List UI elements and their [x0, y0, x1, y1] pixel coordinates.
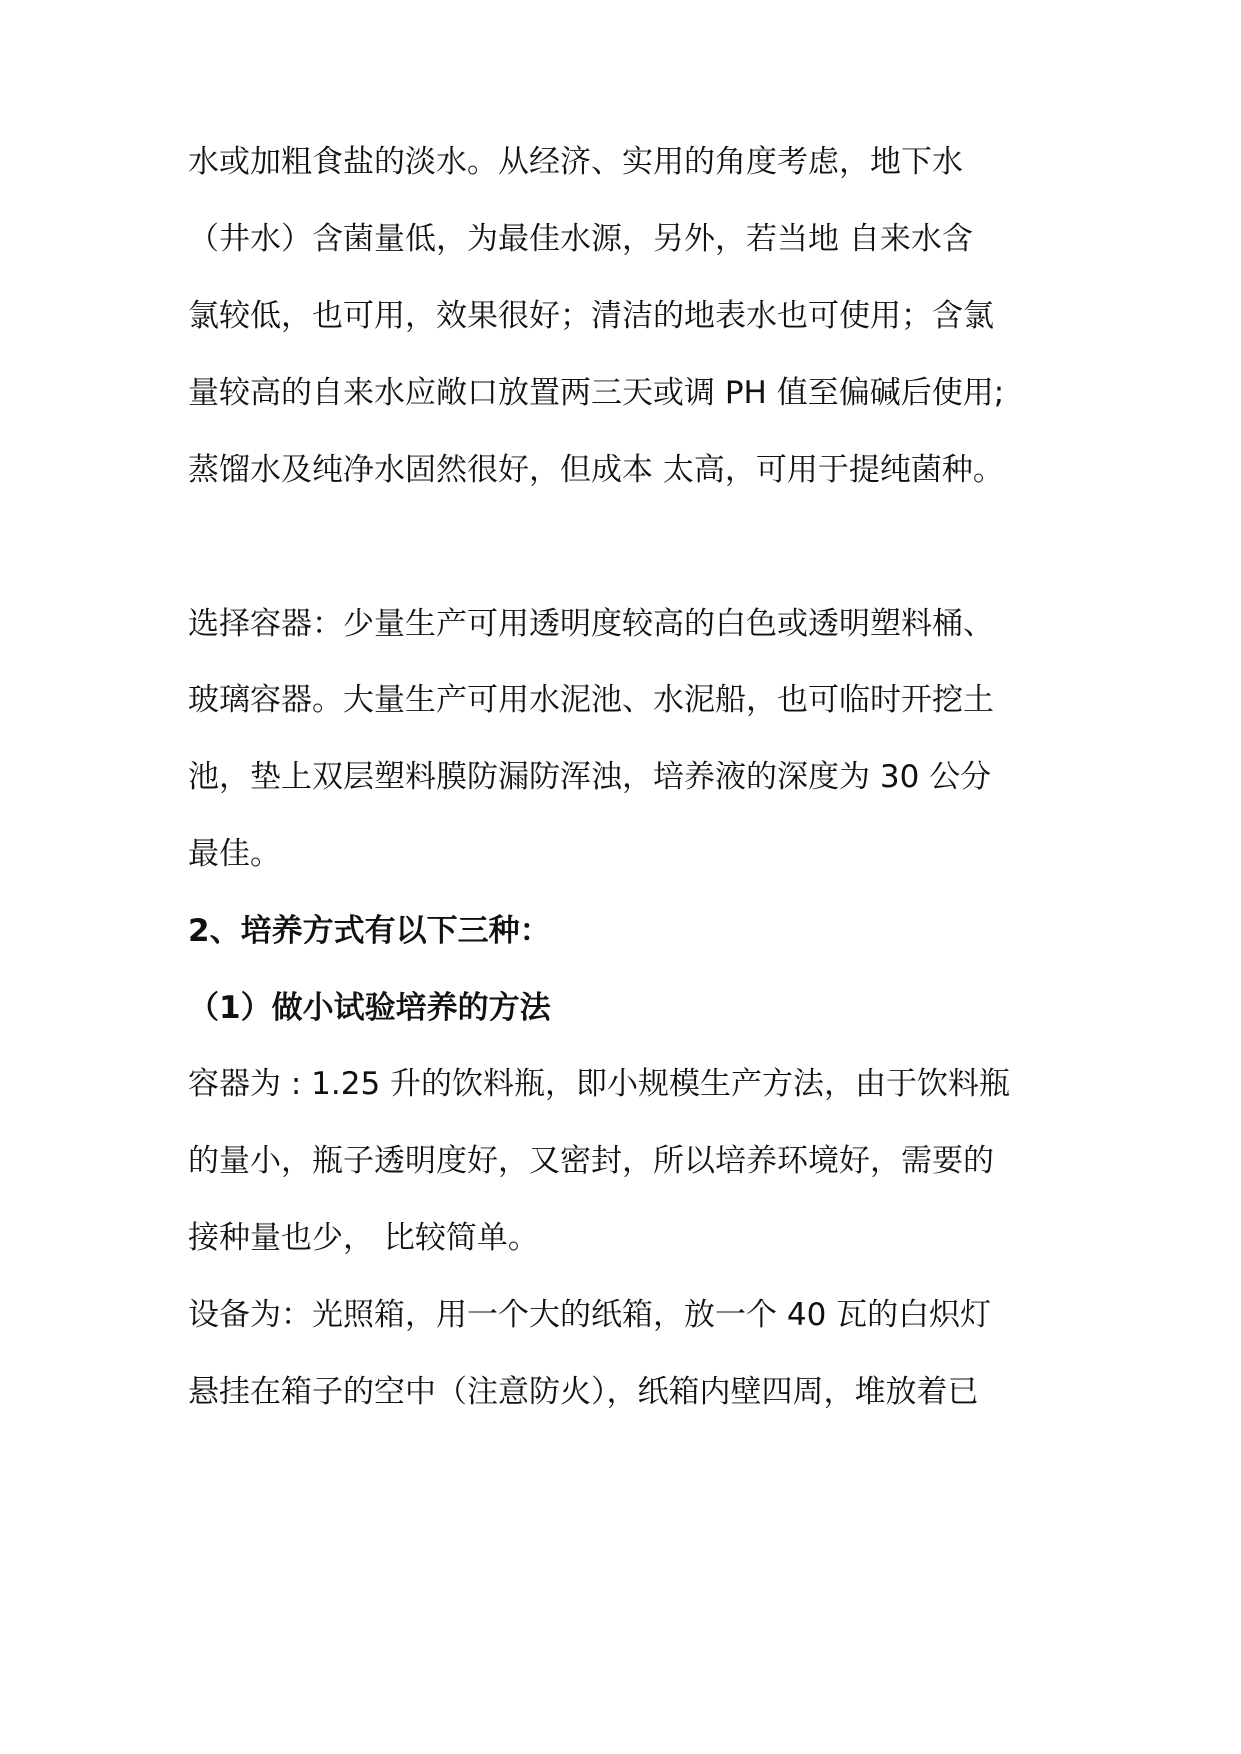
text-line-vessel-1: 容器为 : 1.25 升的饮料瓶，即小规模生产方法，由于饮料瓶	[188, 1066, 1011, 1102]
text-line-container-2: 玻璃容器。大量生产可用水泥池、水泥船，也可临时开挖土	[188, 682, 994, 718]
text-line-water-1: 水或加粗食盐的淡水。从经济、实用的角度考虑，地下水	[188, 144, 963, 180]
text-line-water-3: 氯较低，也可用，效果很好；清洁的地表水也可使用；含氯	[188, 298, 994, 334]
text-line-equipment-2: 悬挂在箱子的空中（注意防火），纸箱内壁四周，堆放着已	[188, 1374, 979, 1410]
text-line-equipment-1: 设备为：光照箱，用一个大的纸箱，放一个 40 瓦的白炽灯	[188, 1297, 992, 1333]
text-line-water-2: （井水）含菌量低，为最佳水源，另外，若当地 自来水含	[188, 221, 973, 257]
text-line-water-4: 量较高的自来水应敞口放置两三天或调 PH 值至偏碱后使用;	[188, 375, 1005, 411]
text-line-container-1: 选择容器：少量生产可用透明度较高的白色或透明塑料桶、	[188, 606, 994, 642]
subsection-heading: （1）做小试验培养的方法	[188, 990, 551, 1026]
text-line-water-5: 蒸馏水及纯净水固然很好，但成本 太高，可用于提纯菌种。	[188, 452, 1004, 488]
text-line-container-4: 最佳。	[188, 836, 281, 872]
section-heading: 2、培养方式有以下三种：	[188, 913, 551, 949]
text-line-vessel-2: 的量小，瓶子透明度好，又密封，所以培养环境好，需要的	[188, 1143, 994, 1179]
text-line-vessel-3: 接种量也少， 比较简单。	[188, 1220, 539, 1256]
text-line-container-3: 池，垫上双层塑料膜防漏防浑浊，培养液的深度为 30 公分	[188, 759, 992, 795]
